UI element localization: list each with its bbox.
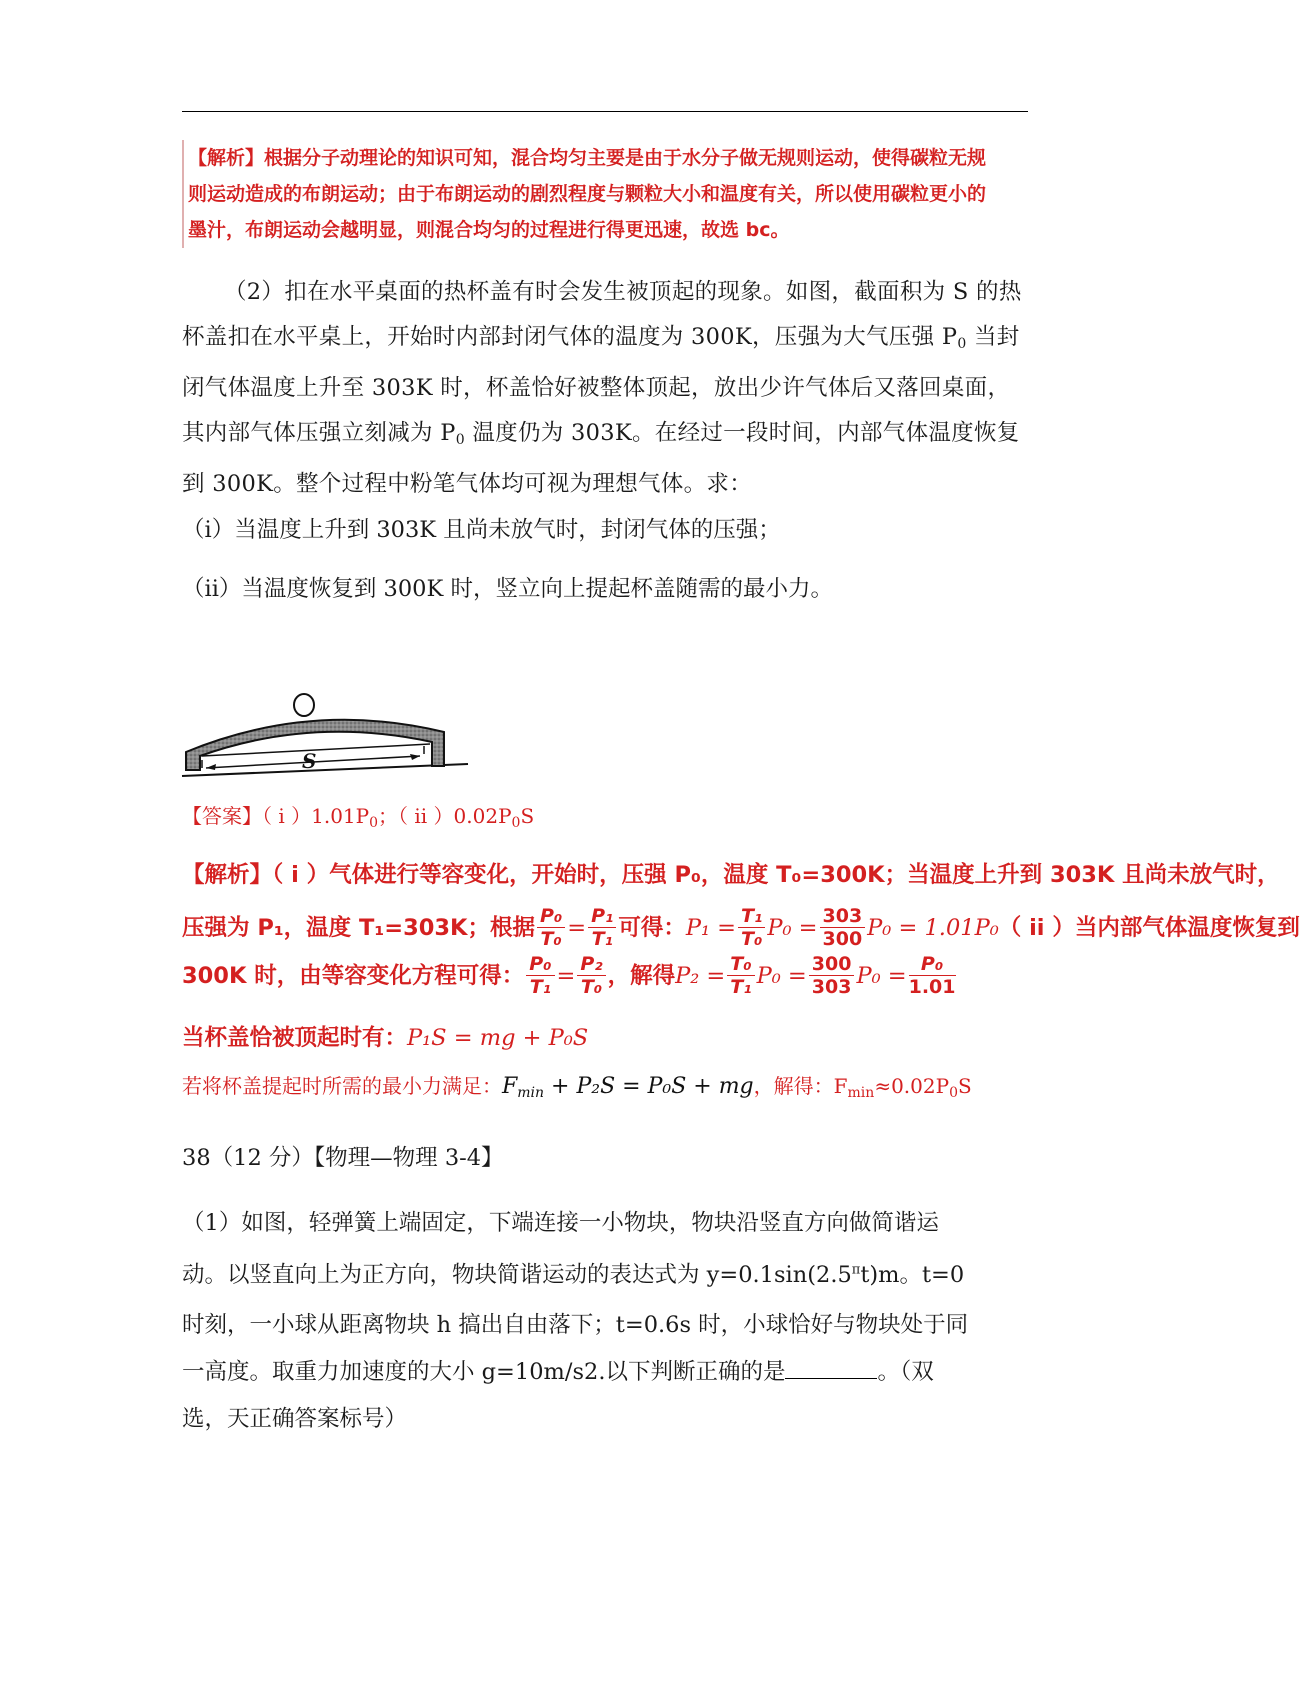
q2-sub-0: 0: [957, 335, 967, 352]
analysis-2-line-4: [182, 1020, 588, 1056]
question-2-sub-ii: （ii）当温度恢复到 300K 时，竖立向上提起杯盖随需的最小力。: [182, 576, 833, 602]
fraction-303-300: $\frac{303}{300}$: [820, 905, 866, 950]
analysis-block-1: [182, 140, 1048, 248]
fraction-p1-t1: $\frac{\text{P₁}}{\text{T₁}}$: [588, 905, 616, 950]
fraction-t1-t0: $\frac{\text{T₁}}{\text{T₀}}$: [738, 905, 765, 950]
fraction-p0-t1: $\frac{\text{P₀}}{\text{T₁}}$: [526, 953, 554, 998]
analysis-2-text-1: （ i ）气体进行等容变化，开始时，压强 P₀，温度 T₀=300K；当温度上升到 303K 且尚未放气时，: [272, 862, 1280, 888]
fraction-p0-t0: $\frac{\text{P₀}}{\text{T₀}}$: [537, 905, 565, 950]
area-label: S: [302, 749, 317, 773]
eq2-lhs: P₁ =: [685, 914, 737, 941]
q2-text-3: 温度仍为 303K。在经过一段时间，内部气体温度恢复到 300K。整个过程中粉笔气体均可视为理想气体。求：: [182, 419, 1020, 497]
eq5: P₁S = mg + P₀S: [407, 1025, 589, 1051]
analysis-2-text-3a: 300K 时，由等容变化方程可得：: [182, 962, 525, 989]
answer-1-sub: 0: [369, 815, 379, 831]
question-2-stem: [182, 270, 1028, 507]
answer-2: ；（ ii ）0.02P: [378, 804, 512, 828]
fmin-sub: min: [847, 1085, 875, 1101]
fraction-300-303: $\frac{300}{303}$: [809, 953, 855, 998]
header-rule: [182, 111, 1028, 112]
q38-line-4: 一高度。取重力加速度的大小 g=10m/s2.以下判断正确的是 。（双: [182, 1354, 934, 1386]
analysis-2-line-1: [182, 857, 1280, 893]
q38-line-3: 时刻，一小球从距离物块 h 搞出自由落下；t=0.6s 时，小球恰好与物块处于同: [182, 1312, 969, 1338]
analysis-2-text-2a: 压强为 P₁，温度 T₁=303K；根据: [182, 914, 535, 941]
analysis-2-line-3: 300K 时，由等容变化方程可得： $\frac{\text{P₀}}{\text{T₁}}$ = $\frac{\text{P₂}}{\text{T₀}}$ ，解得 P₂ = $\frac{\text{T₀}}{\text{T₁}}$ P₀ = $\frac{300}{303}$ P₀ = $\frac{\text{P₀}}{1.01}$: [182, 953, 956, 998]
eq2-tail: P₀ = 1.01P₀: [867, 914, 999, 941]
q2-text-1: （2）扣在水平桌面的热杯盖有时会发生被顶起的现象。如图，截面积为 S 的热杯盖扣在水平桌上，开始时内部封闭气体的温度为 300K，压强为大气压强 P: [182, 279, 1022, 350]
analysis-2-text-5b: ，解得：F: [753, 1074, 848, 1098]
answer-blank[interactable]: [785, 1356, 877, 1379]
fraction-t0-t1: $\frac{\text{T₀}}{\text{T₁}}$: [727, 953, 754, 998]
analysis-2-line-2: 压强为 P₁，温度 T₁=303K；根据 $\frac{\text{P₀}}{\text{T₀}}$ = $\frac{\text{P₁}}{\text{T₁}}$ 可得： P₁ = $\frac{\text{T₁}}{\text{T₀}}$ P₀ = $\frac{303}{300}$ P₀ = 1.01P₀ （ ii ）当内部气体温度恢复到: [182, 905, 1300, 950]
q38-line-5: 选，天正确答案标号）: [182, 1406, 408, 1432]
eq4-mid: P₀ =: [756, 962, 807, 989]
analysis-2-text-5d: S: [957, 1074, 972, 1098]
question-38-title: 38（12 分）【物理—物理 3-4】: [182, 1145, 504, 1171]
analysis-2-tag: 【解析】: [182, 862, 273, 888]
analysis-2-text-5c: ≈0.02P: [874, 1074, 950, 1098]
answer-2-tail: S: [520, 804, 535, 828]
cup-lid-figure: [182, 690, 472, 794]
fraction-p2-t0: $\frac{\text{P₂}}{\text{T₀}}$: [577, 953, 605, 998]
analysis-2-text-2b: 可得：: [618, 914, 686, 941]
eq2-mid: P₀ =: [767, 914, 818, 941]
answer-line: [182, 800, 534, 831]
q38-line-2: 动。以竖直向上为正方向，物块简谐运动的表达式为 $y=0.1\sin(2.5^\pi t)m$。t=0: [182, 1262, 965, 1288]
p0-sub: 0: [949, 1085, 958, 1101]
q2-sub-1: 0: [455, 431, 465, 448]
analysis-tag: 【解析】: [188, 147, 265, 169]
eq4-lhs: P₂ =: [675, 962, 726, 989]
q38-line-1: （1）如图，轻弹簧上端固定，下端连接一小物块，物块沿竖直方向做简谐运: [182, 1210, 939, 1236]
eq6: $F_{min} + P_2S = P_0S$ + mg: [502, 1074, 754, 1101]
analysis-2-line-5: [182, 1070, 972, 1101]
analysis-2-text-2c: （ ii ）当内部气体温度恢复到: [998, 914, 1300, 941]
analysis-2-text-5a: 若将杯盖提起时所需的最小力满足：: [182, 1074, 502, 1098]
answer-1: （ i ）1.01P: [262, 804, 370, 828]
answer-2-sub: 0: [511, 815, 521, 831]
fraction-p0-1.01: $\frac{\text{P₀}}{1.01}$: [908, 953, 956, 998]
question-2-sub-i: （i）当温度上升到 303K 且尚未放气时，封闭气体的压强；: [182, 517, 781, 543]
answer-tag: 【答案】: [182, 804, 262, 828]
analysis-2-text-3b: ，解得: [607, 962, 676, 989]
q2-text-2: 当封闭气体温度上升至 303K 时，杯盖恰好被整体顶起，放出少许气体后又落回桌面，其内部气体压强立刻减为 P: [182, 323, 1020, 446]
analysis-text: [188, 140, 988, 248]
eq4-mid2: P₀ =: [856, 962, 907, 989]
analysis-body: 根据分子动理论的知识可知，混合均匀主要是由于水分子做无规则运动，使得碳粒无规则运动造成的布朗运动；由于布朗运动的剧烈程度与颗粒大小和温度有关，所以使用碳粒更小的墨汁，布朗运动会越明显，则混合均匀的过程进行得更迅速，故选 bc。: [188, 147, 987, 241]
analysis-2-text-4: 当杯盖恰被顶起时有：: [182, 1025, 408, 1051]
cup-lid-diagram: [182, 690, 472, 790]
